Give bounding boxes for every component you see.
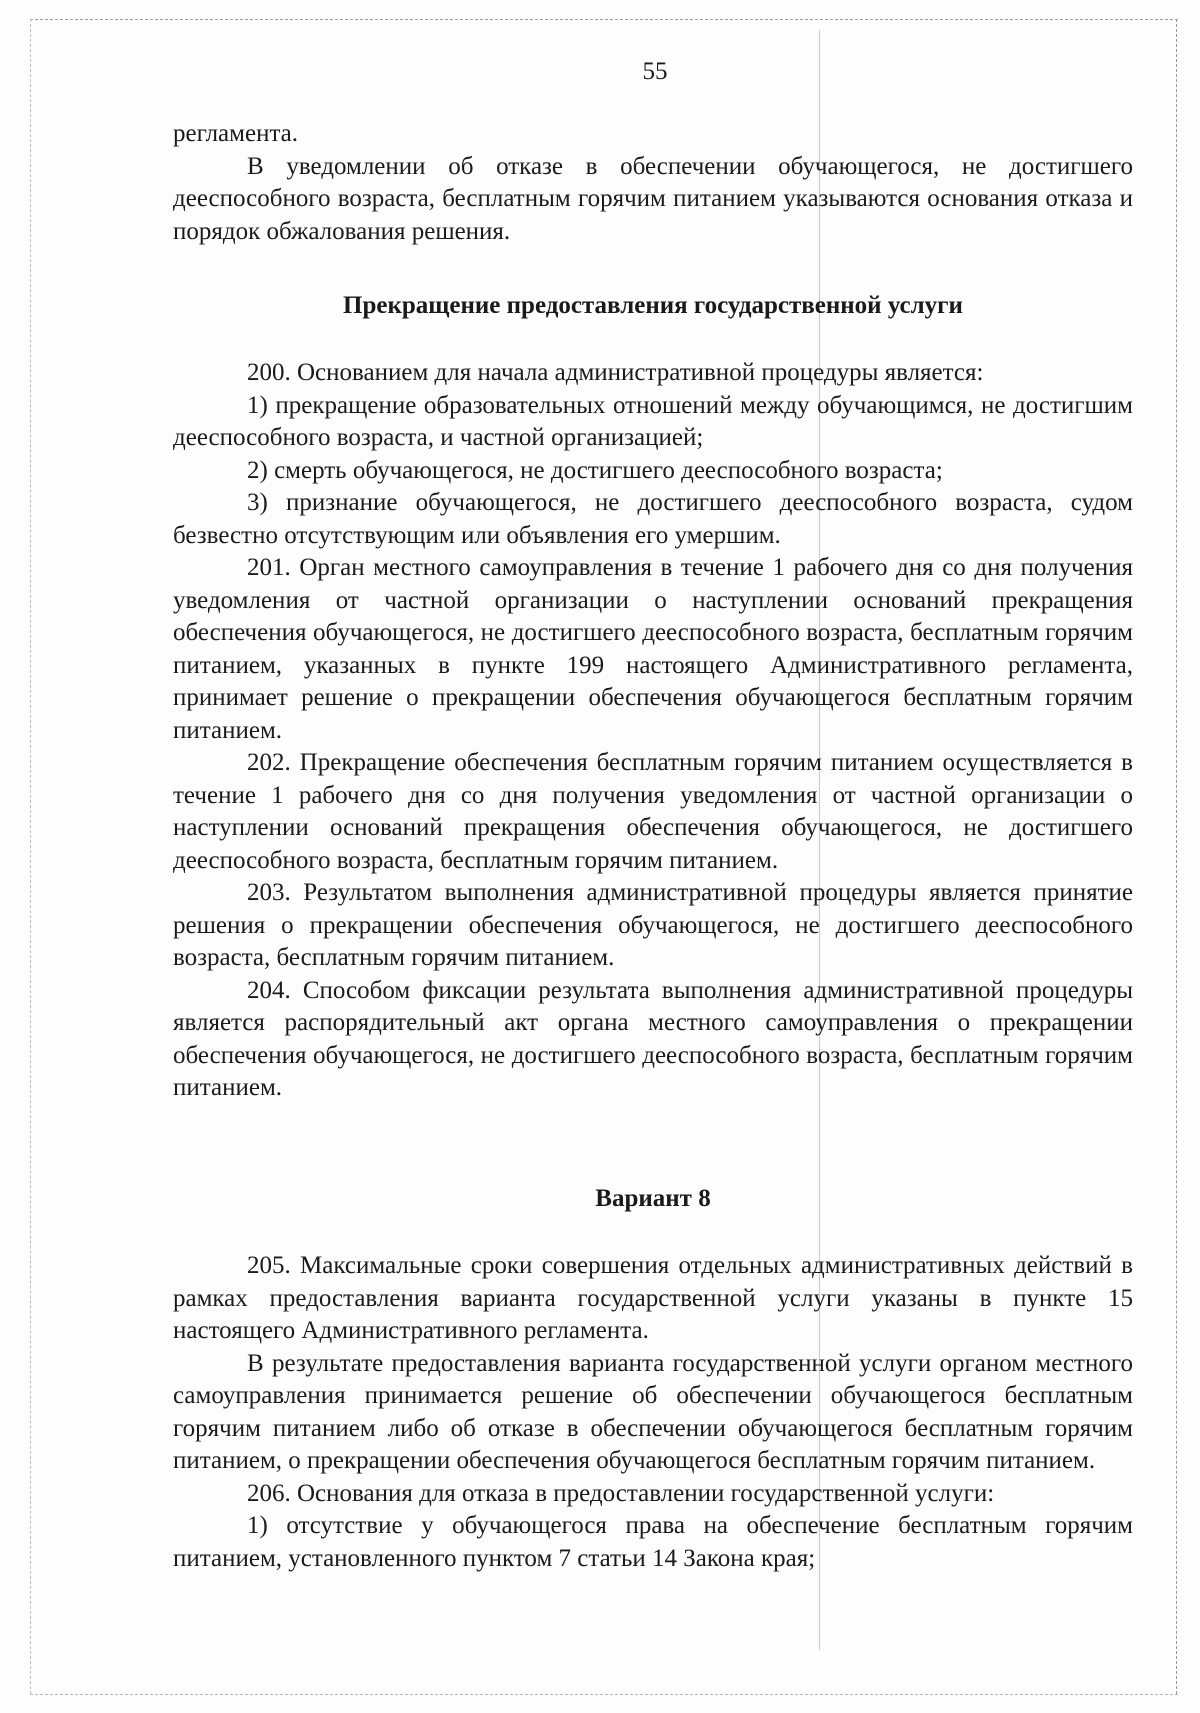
- page-number: 55: [642, 58, 668, 85]
- scan-edge-top: [30, 19, 1178, 20]
- paragraph-205: 205. Максимальные сроки совершения отдельных административных действий в рамках предоставления варианта государственной услуги указаны в пункте 15 настоящего Административного регламента.: [173, 1252, 1133, 1344]
- paragraph-201: 201. Орган местного самоуправления в течение 1 рабочего дня со дня получения уведомления от частной организации о наступлении оснований прекращения обеспечения обучающегося, не достигшего дееспособного возраста, бесплатным горячим питанием, указанных в пункте 199 настоящего Административного регламента, принимает решение о прекращении обеспечения обучающегося бесплатным горячим питанием.: [173, 554, 1133, 744]
- paragraph-202: 202. Прекращение обеспечения бесплатным горячим питанием осуществляется в течение 1 рабочего дня со дня получения уведомления от частной организации о наступлении оснований прекращения обеспечения обучающегося, не достигшего дееспособного возраста, бесплатным горячим питанием.: [173, 749, 1133, 874]
- paragraph-206: 206. Основания для отказа в предоставлении государственной услуги:: [247, 1479, 995, 1507]
- scan-edge-bottom: [30, 1694, 1178, 1695]
- section-heading-variant-8: [173, 1183, 1133, 1216]
- paragraph-200-item-2: 2) смерть обучающегося, не достигшего дееспособного возраста;: [247, 456, 943, 484]
- paragraph-205-result: В результате предоставления варианта государственной услуги органом местного самоуправления принимается решение об обеспечении обучающегося бесплатным горячим питанием либо об отказе в обеспечении обучающегося бесплатным горячим питанием, о прекращении обеспечения обучающегося бесплатным горячим питанием.: [173, 1349, 1133, 1474]
- paragraph-200: 200. Основанием для начала административной процедуры является:: [247, 359, 984, 386]
- intro-section: [173, 118, 1133, 248]
- scan-edge-right: [1176, 19, 1177, 1694]
- section-heading-termination: [173, 290, 1133, 323]
- heading: Вариант 8: [595, 1185, 711, 1212]
- heading: Прекращение предоставления государственной услуги: [343, 292, 963, 319]
- paragraph-204: 204. Способом фиксации результата выполнения административной процедуры является распорядительный акт органа местного самоуправления о прекращении обеспечения обучающегося, не достигшего дееспособного возраста, бесплатным горячим питанием.: [173, 976, 1133, 1101]
- termination-section: [173, 357, 1133, 1105]
- paragraph-203: 203. Результатом выполнения административной процедуры является принятие решения о прекращении обеспечения обучающегося, не достигшего дееспособного возраста, бесплатным горячим питанием.: [173, 879, 1133, 971]
- variant-8-section: [173, 1250, 1133, 1575]
- paragraph: В уведомлении об отказе в обеспечении обучающегося, не достигшего дееспособного возраста, бесплатным горячим питанием указываются основания отказа и порядок обжалования решения.: [173, 152, 1133, 245]
- paragraph-206-item-1: 1) отсутствие у обучающегося права на обеспечение бесплатным горячим питанием, установленного пунктом 7 статьи 14 Закона края;: [173, 1512, 1133, 1572]
- scan-edge-left: [30, 19, 31, 1694]
- paragraph-200-item-1: 1) прекращение образовательных отношений между обучающимся, не достигшим дееспособного возраста, и частной организацией;: [173, 391, 1133, 451]
- paragraph-200-item-3: 3) признание обучающегося, не достигшего дееспособного возраста, судом безвестно отсутствующим или объявления его умершим.: [173, 489, 1133, 549]
- paragraph: регламента.: [173, 120, 299, 147]
